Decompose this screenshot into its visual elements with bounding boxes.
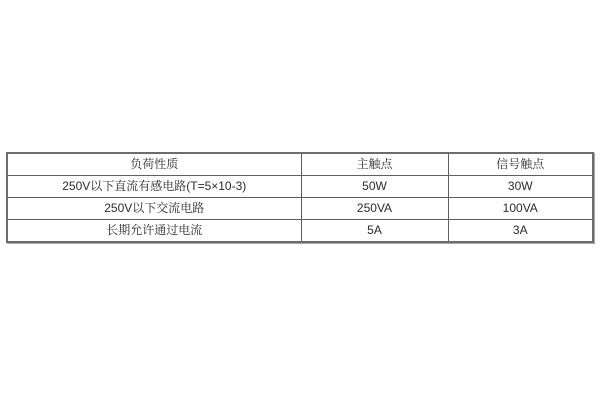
table-cell-signal-current-rating: 3A [448,220,593,243]
table-cell-load-ac-circuit: 250V以下交流电路 [7,198,301,220]
table-row [7,220,593,243]
column-header-main-contact: 主触点 [301,153,448,176]
table-header-row [7,153,593,176]
load-rating-table [6,152,594,243]
table-cell-main-dc-rating: 50W [301,176,448,198]
table-cell-main-ac-rating: 250VA [301,198,448,220]
table-cell-load-dc-inductive: 250V以下直流有感电路(T=5×10-3) [7,176,301,198]
table-cell-load-continuous-current: 长期允许通过电流 [7,220,301,243]
table-cell-signal-dc-rating: 30W [448,176,593,198]
column-header-load-nature: 负荷性质 [7,153,301,176]
table-cell-signal-ac-rating: 100VA [448,198,593,220]
column-header-signal-contact: 信号触点 [448,153,593,176]
table-row [7,176,593,198]
table-cell-main-current-rating: 5A [301,220,448,243]
table-row [7,198,593,220]
